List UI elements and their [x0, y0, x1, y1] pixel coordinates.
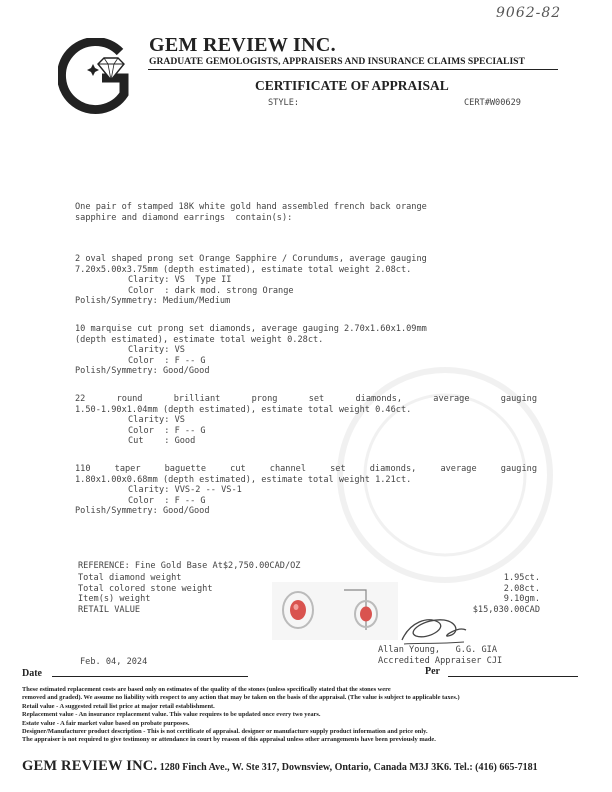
summary-value: 2.08ct.	[503, 583, 540, 594]
marquise-color: Color : F -- G	[128, 355, 206, 366]
gold-reference: REFERENCE: Fine Gold Base At$2,750.00CAD/OZ	[78, 561, 301, 571]
sapphire-polish: Polish/Symmetry: Medium/Medium	[75, 296, 231, 307]
summary-value: 1.95ct.	[503, 573, 540, 583]
round-line1: 22 round brilliant prong set diamonds, average gauging	[75, 394, 537, 404]
certificate-title: CERTIFICATE OF APPRAISAL	[255, 78, 449, 93]
sapphire-line2: 7.20x5.00x3.75mm (depth estimated), estimate total weight 2.08ct.	[75, 264, 412, 275]
footer-company: GEM REVIEW INC.	[22, 758, 158, 774]
marquise-line2: (depth estimated), estimate total weight 0.28ct.	[75, 334, 324, 345]
gem-review-logo-icon	[58, 38, 136, 116]
summary-label: RETAIL VALUE	[78, 604, 141, 615]
summary-value: $15,030.00CAD	[472, 604, 540, 615]
baguette-clarity: Clarity: VVS-2 -- VS-1	[128, 485, 242, 496]
summary-label: Total diamond weight	[78, 573, 182, 583]
marquise-line1: 10 marquise cut prong set diamonds, average gauging 2.70x1.60x1.09mm	[75, 324, 427, 334]
summary-label: Item(s) weight	[78, 594, 151, 605]
retail-value-note: Retail value - A suggested retail list price at major retail establishment.	[22, 702, 215, 710]
appraisal-date: Feb. 04, 2024	[80, 657, 148, 667]
certificate-number: CERT#W00629	[464, 98, 521, 108]
baguette-line1: 110 taper baguette cut channel set diamonds, average gauging	[75, 464, 537, 474]
appraiser-credential: Accredited Appraiser CJI	[378, 656, 503, 666]
replacement-value-note: Replacement value - An insurance replacement value. This value requires to be updated once every two years.	[22, 711, 321, 719]
footer-address: 1280 Finch Ave., W. Ste 317, Downsview, Ontario, Canada M3J 3K6. Tel.: (416) 665-7181	[157, 762, 538, 773]
per-line	[448, 676, 578, 677]
intro-line: One pair of stamped 18K white gold hand assembled french back orange	[75, 202, 427, 212]
earrings-photo	[272, 582, 398, 640]
round-cut: Cut : Good	[128, 436, 196, 447]
round-line2: 1.50-1.90x1.04mm (depth estimated), estimate total weight 0.46ct.	[75, 404, 412, 415]
sapphire-section	[75, 254, 427, 307]
intro-text	[75, 202, 427, 223]
sapphire-clarity: Clarity: VS Type II	[128, 275, 232, 286]
estate-value-note: Estate value - A fair market value based on probate purposes.	[22, 719, 190, 727]
baguette-polish: Polish/Symmetry: Good/Good	[75, 506, 210, 517]
date-line	[52, 676, 248, 677]
summary-label: Total colored stone weight	[78, 583, 213, 594]
baguette-line2: 1.80x1.00x0.68mm (depth estimated), estimate total weight 1.21ct.	[75, 474, 412, 485]
per-label: Per	[425, 666, 440, 677]
round-color: Color : F -- G	[128, 425, 206, 436]
sapphire-color: Color : dark mod. strong Orange	[128, 285, 294, 296]
footer	[22, 758, 538, 775]
marquise-section	[75, 324, 427, 377]
appraiser-signature	[398, 610, 470, 650]
round-clarity: Clarity: VS	[128, 415, 185, 426]
intro-line: sapphire and diamond earrings contain(s):	[75, 212, 293, 223]
tagline-rule	[148, 69, 558, 70]
testimony-note: The appraiser is not required to give testimony or attendance in court by reason of this appraisal unless other arrangements have been previously made.	[22, 736, 436, 744]
marquise-polish: Polish/Symmetry: Good/Good	[75, 366, 210, 377]
appraiser-name: Allan Young, G.G. GIA	[378, 645, 497, 655]
disclaimer	[22, 686, 602, 745]
baguette-section	[75, 464, 537, 517]
sapphire-line1: 2 oval shaped prong set Orange Sapphire / Corundums, average gauging	[75, 254, 427, 264]
baguette-color: Color : F -- G	[128, 495, 206, 506]
company-tagline: GRADUATE GEMOLOGISTS, APPRAISERS AND INSURANCE CLAIMS SPECIALIST	[149, 56, 525, 67]
designer-note: Designer/Manufacturer product description - This is not certificate of appraisal. designer or manufacture supply product information and price only.	[22, 728, 428, 736]
company-name: GEM REVIEW INC.	[149, 34, 336, 56]
round-section	[75, 394, 537, 447]
summary-value: 9.10gm.	[503, 594, 540, 605]
handwritten-reference: 9062-82	[496, 5, 562, 21]
disclaimer-line: These estimated replacement costs are based only on estimates of the quality of the stones (unless specifically stated that the stones were	[22, 686, 391, 693]
marquise-clarity: Clarity: VS	[128, 345, 185, 356]
disclaimer-line: removed and graded). We assume no liability with respect to any action that may be taken on the basis of the appraisal. (The value is subject to applicable taxes.)	[22, 694, 460, 702]
style-label: STYLE:	[268, 98, 300, 108]
date-label: Date	[22, 668, 42, 679]
